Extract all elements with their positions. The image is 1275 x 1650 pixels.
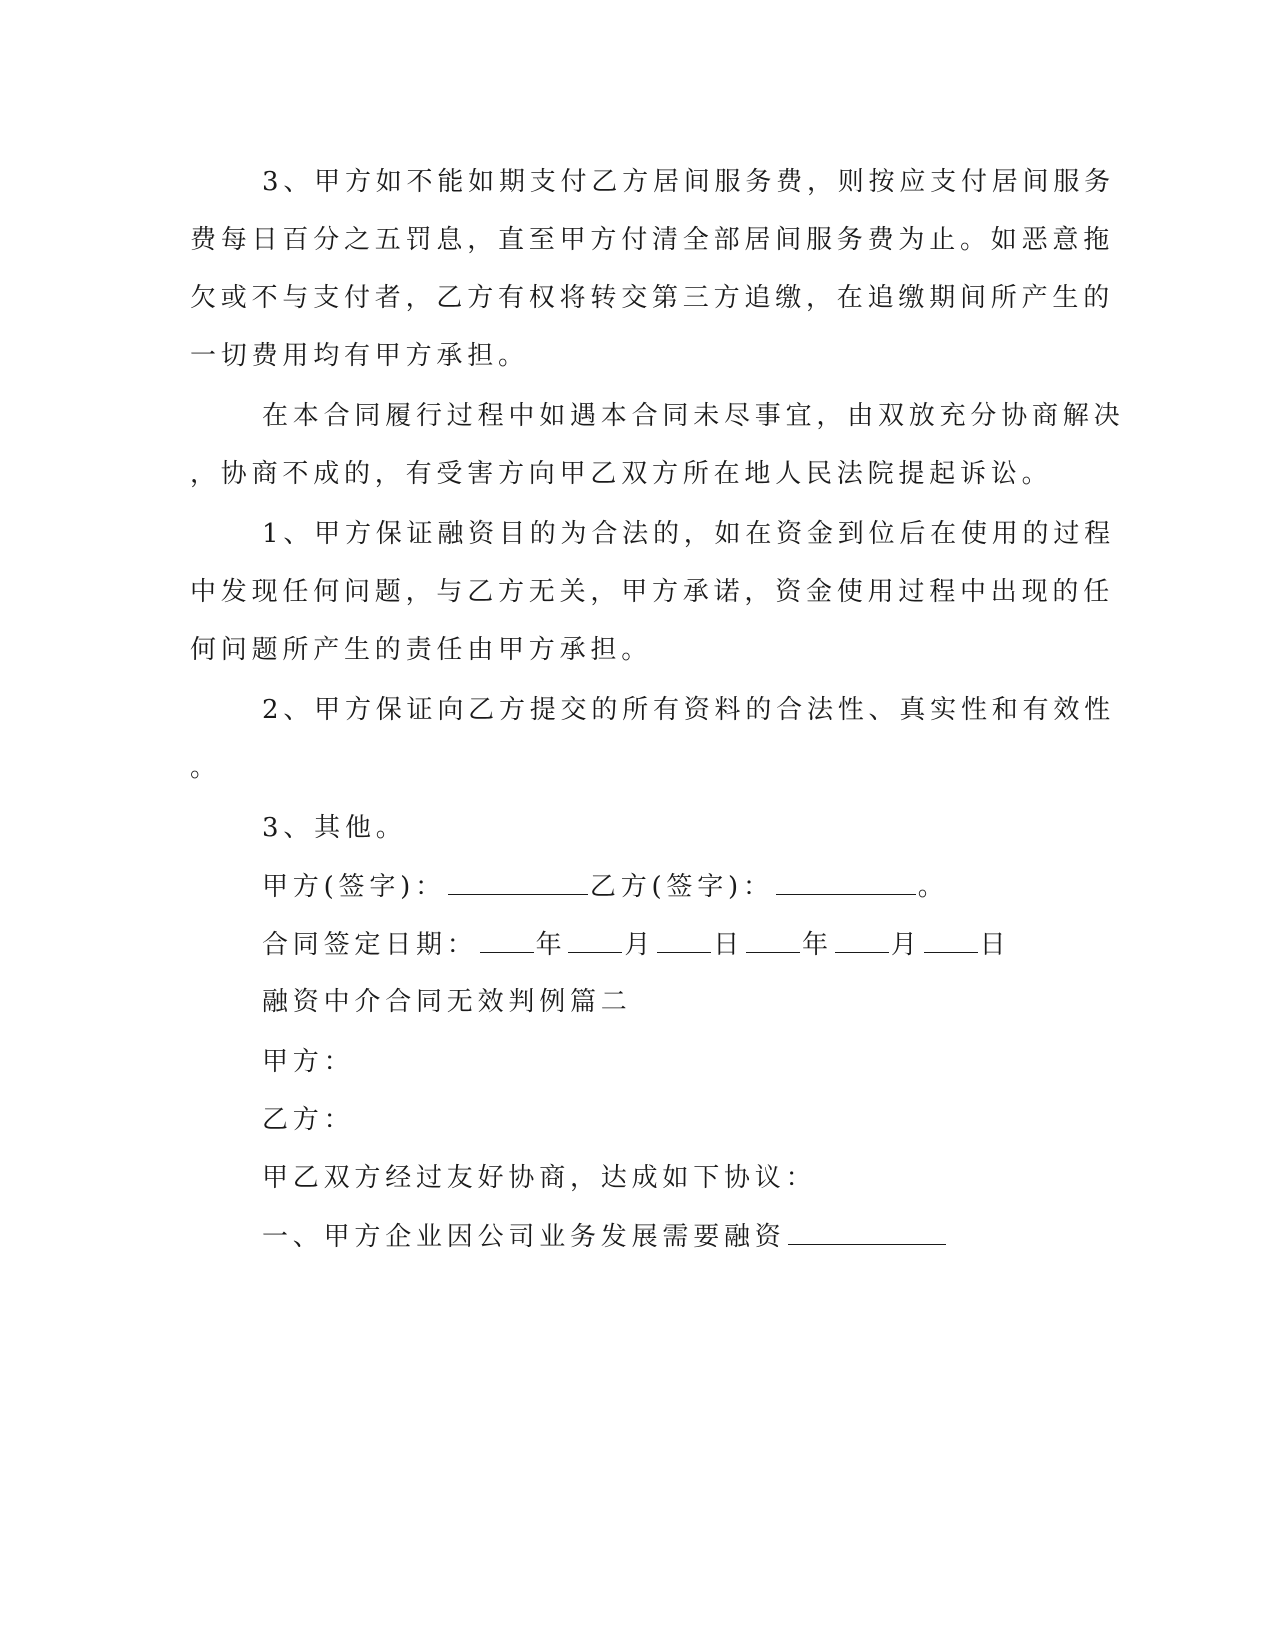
- paragraph-line: 。: [190, 753, 221, 783]
- paragraph-line: 欠或不与支付者，乙方有权将转交第三方追缴，在追缴期间所产生的: [190, 283, 1115, 313]
- party-a-signature-label: 甲方(签字)：: [262, 872, 446, 902]
- paragraph-line: ，协商不成的，有受害方向甲乙双方所在地人民法院提起诉讼。: [190, 459, 1053, 489]
- paragraph-line: 3、其他。: [262, 813, 407, 843]
- month-label: 月: [624, 930, 656, 960]
- paragraph-line: 3、甲方如不能如期支付乙方居间服务费，则按应支付居间服务: [262, 167, 1115, 197]
- start-year-blank[interactable]: [480, 928, 534, 953]
- start-month-blank[interactable]: [568, 928, 622, 953]
- party-b-signature-blank[interactable]: [776, 870, 916, 895]
- year-label: 年: [802, 930, 833, 960]
- signing-date-line: [262, 928, 1010, 961]
- party-a-line: 甲方：: [262, 1047, 355, 1077]
- paragraph-line: 何问题所产生的责任由甲方承担。: [190, 635, 653, 665]
- financing-amount-blank[interactable]: [788, 1220, 946, 1245]
- paragraph-line: 1、甲方保证融资目的为合法的，如在资金到位后在使用的过程: [262, 519, 1115, 549]
- section-title: 融资中介合同无效判例篇二: [262, 987, 632, 1017]
- day-label: 日: [713, 930, 745, 960]
- signature-line: [262, 870, 949, 903]
- paragraph-line: 2、甲方保证向乙方提交的所有资料的合法性、真实性和有效性: [262, 695, 1115, 725]
- paragraph-line: 在本合同履行过程中如遇本合同未尽事宜，由双放充分协商解决: [262, 401, 1125, 431]
- signing-date-label: 合同签定日期：: [262, 930, 478, 960]
- end-year-blank[interactable]: [746, 928, 800, 953]
- month-label: 月: [890, 930, 922, 960]
- clause-one-line: [262, 1220, 948, 1253]
- year-label: 年: [535, 930, 567, 960]
- paragraph-line: 中发现任何问题，与乙方无关，甲方承诺，资金使用过程中出现的任: [190, 577, 1115, 607]
- agreement-intro: 甲乙双方经过友好协商，达成如下协议：: [262, 1163, 817, 1193]
- day-label: 日: [979, 930, 1011, 960]
- end-month-blank[interactable]: [835, 928, 889, 953]
- party-b-signature-label: 乙方(签字)：: [589, 872, 774, 902]
- start-day-blank[interactable]: [657, 928, 711, 953]
- party-a-signature-blank[interactable]: [448, 870, 588, 895]
- clause-one-text: 一、甲方企业因公司业务发展需要融资: [262, 1222, 786, 1252]
- end-day-blank[interactable]: [924, 928, 978, 953]
- signature-end-mark: 。: [917, 872, 949, 902]
- paragraph-line: 费每日百分之五罚息，直至甲方付清全部居间服务费为止。如恶意拖: [190, 225, 1115, 255]
- party-b-line: 乙方：: [262, 1105, 355, 1135]
- paragraph-line: 一切费用均有甲方承担。: [190, 341, 529, 371]
